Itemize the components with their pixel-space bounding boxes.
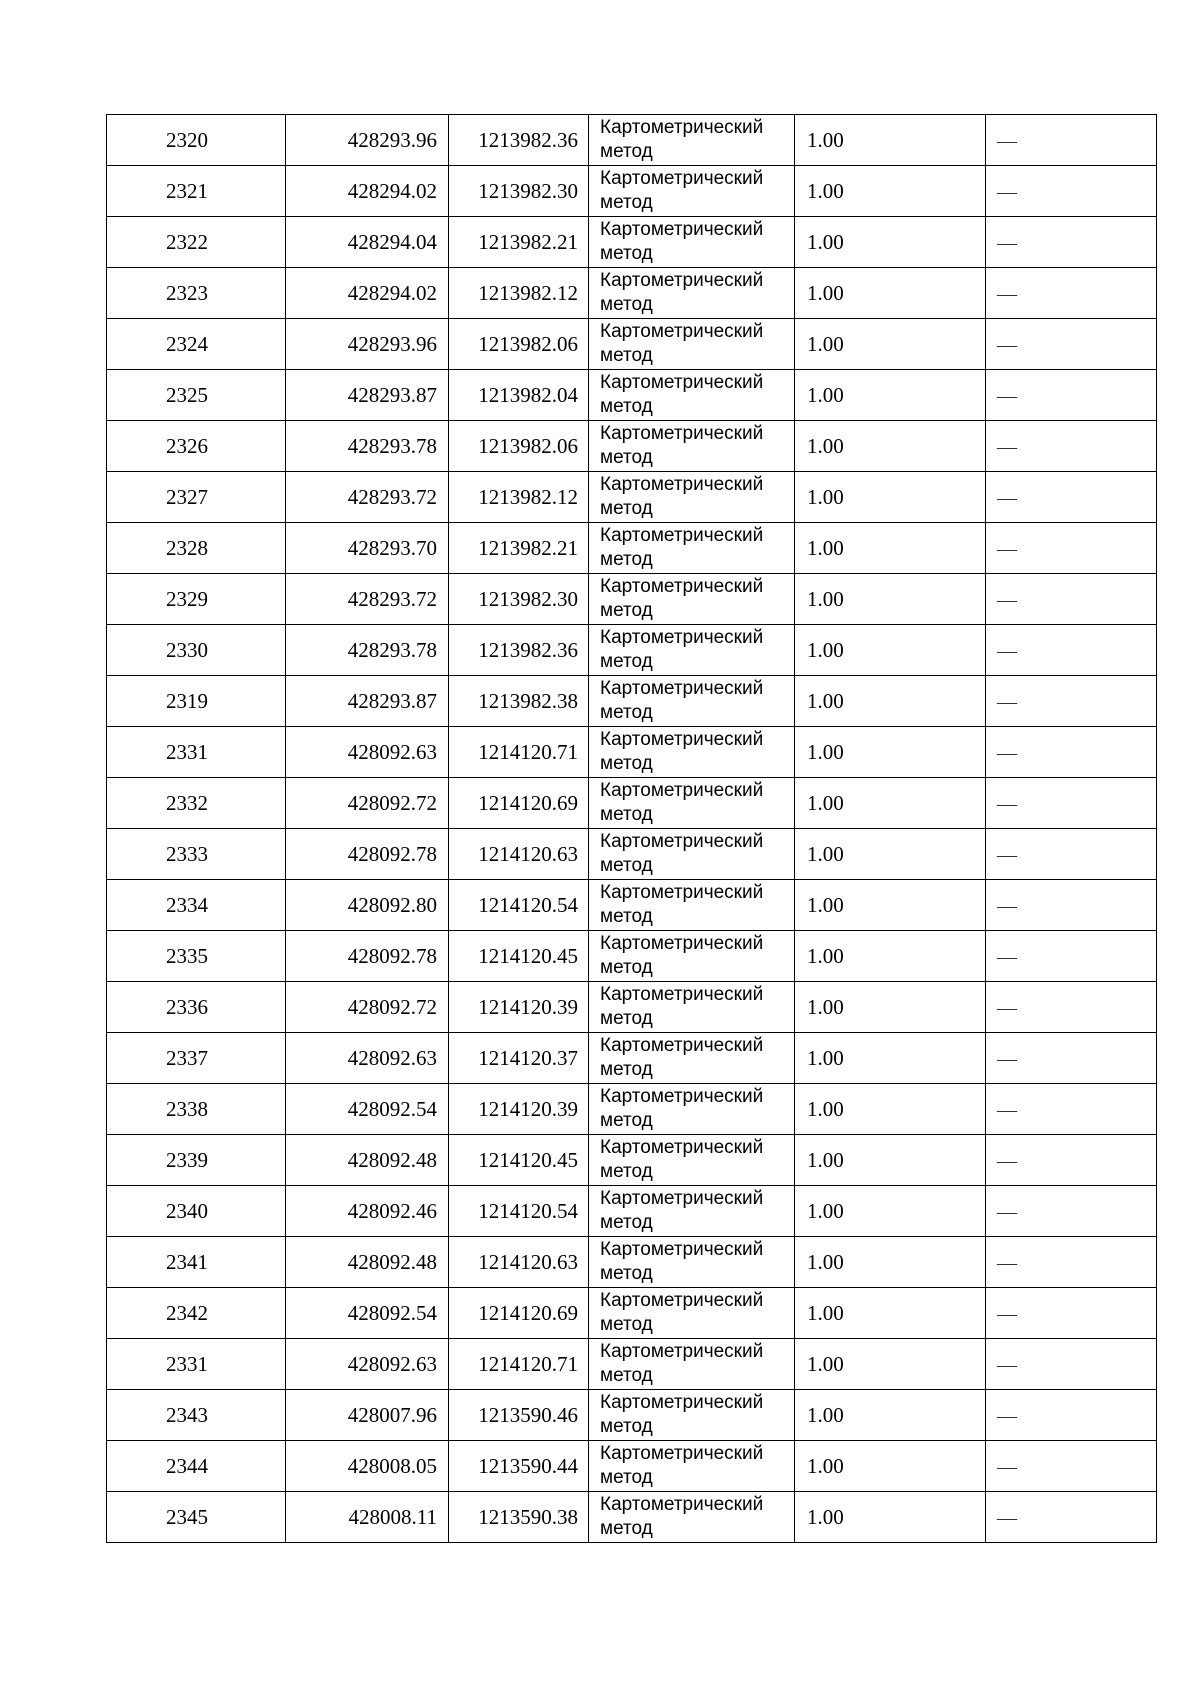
y-coordinate-cell: 1214120.71 — [449, 727, 589, 778]
x-coordinate-cell: 428092.78 — [286, 829, 449, 880]
method-line-1: Картометрический — [600, 1290, 764, 1311]
method-line-2: метод — [600, 243, 653, 264]
x-coordinate-cell: 428092.63 — [286, 1339, 449, 1390]
y-coordinate-cell: 1213982.21 — [449, 523, 589, 574]
table-row — [107, 829, 1157, 880]
table-row — [107, 1186, 1157, 1237]
point-number-cell: 2322 — [107, 217, 286, 268]
method-line-1: Картометрический — [600, 984, 764, 1005]
method-line-1: Картометрический — [600, 882, 764, 903]
method-line-1: Картометрический — [600, 1086, 764, 1107]
dash-mark: — — [997, 1455, 1017, 1478]
point-number-cell: 2335 — [107, 931, 286, 982]
dash-mark: — — [997, 282, 1017, 305]
dash-mark: — — [997, 1404, 1017, 1427]
method-line-2: метод — [600, 1263, 653, 1284]
method-cell — [589, 1492, 795, 1543]
method-cell — [589, 1237, 795, 1288]
x-coordinate-cell: 428294.04 — [286, 217, 449, 268]
dash-mark: — — [997, 996, 1017, 1019]
description-cell — [986, 1339, 1157, 1390]
method-cell — [589, 1288, 795, 1339]
method-line-1: Картометрический — [600, 1341, 764, 1362]
table-row — [107, 166, 1157, 217]
point-number-cell: 2341 — [107, 1237, 286, 1288]
point-number-cell: 2338 — [107, 1084, 286, 1135]
description-cell — [986, 268, 1157, 319]
description-cell — [986, 829, 1157, 880]
method-cell — [589, 217, 795, 268]
description-cell — [986, 421, 1157, 472]
y-coordinate-cell: 1213982.04 — [449, 370, 589, 421]
method-cell — [589, 1135, 795, 1186]
method-cell — [589, 778, 795, 829]
dash-mark: — — [997, 741, 1017, 764]
description-cell — [986, 727, 1157, 778]
description-cell — [986, 115, 1157, 166]
dash-mark: — — [997, 1506, 1017, 1529]
x-coordinate-cell: 428092.80 — [286, 880, 449, 931]
point-number-cell: 2336 — [107, 982, 286, 1033]
table-row — [107, 1135, 1157, 1186]
description-cell — [986, 319, 1157, 370]
description-cell — [986, 1033, 1157, 1084]
table-row — [107, 523, 1157, 574]
y-coordinate-cell: 1213982.12 — [449, 268, 589, 319]
method-cell — [589, 1186, 795, 1237]
accuracy-cell: 1.00 — [795, 880, 986, 931]
method-line-2: метод — [600, 600, 653, 621]
description-cell — [986, 1390, 1157, 1441]
point-number-cell: 2339 — [107, 1135, 286, 1186]
y-coordinate-cell: 1214120.63 — [449, 829, 589, 880]
method-line-1: Картометрический — [600, 270, 764, 291]
description-cell — [986, 982, 1157, 1033]
method-line-2: метод — [600, 447, 653, 468]
dash-mark: — — [997, 639, 1017, 662]
description-cell — [986, 166, 1157, 217]
x-coordinate-cell: 428008.11 — [286, 1492, 449, 1543]
y-coordinate-cell: 1214120.37 — [449, 1033, 589, 1084]
method-line-2: метод — [600, 855, 653, 876]
y-coordinate-cell: 1214120.69 — [449, 1288, 589, 1339]
y-coordinate-cell: 1214120.39 — [449, 1084, 589, 1135]
x-coordinate-cell: 428293.87 — [286, 676, 449, 727]
accuracy-cell: 1.00 — [795, 421, 986, 472]
method-line-1: Картометрический — [600, 678, 764, 699]
dash-mark: — — [997, 1302, 1017, 1325]
method-line-1: Картометрический — [600, 219, 764, 240]
accuracy-cell: 1.00 — [795, 166, 986, 217]
x-coordinate-cell: 428294.02 — [286, 268, 449, 319]
dash-mark: — — [997, 792, 1017, 815]
point-number-cell: 2342 — [107, 1288, 286, 1339]
y-coordinate-cell: 1214120.54 — [449, 1186, 589, 1237]
method-line-1: Картометрический — [600, 117, 764, 138]
method-cell — [589, 727, 795, 778]
accuracy-cell: 1.00 — [795, 625, 986, 676]
x-coordinate-cell: 428293.78 — [286, 421, 449, 472]
dash-mark: — — [997, 1047, 1017, 1070]
point-number-cell: 2328 — [107, 523, 286, 574]
description-cell — [986, 1288, 1157, 1339]
point-number-cell: 2324 — [107, 319, 286, 370]
method-line-2: метод — [600, 549, 653, 570]
dash-mark: — — [997, 1353, 1017, 1376]
accuracy-cell: 1.00 — [795, 676, 986, 727]
table-row — [107, 472, 1157, 523]
method-line-1: Картометрический — [600, 168, 764, 189]
description-cell — [986, 1237, 1157, 1288]
point-number-cell: 2332 — [107, 778, 286, 829]
y-coordinate-cell: 1214120.45 — [449, 931, 589, 982]
point-number-cell: 2333 — [107, 829, 286, 880]
table-row — [107, 727, 1157, 778]
x-coordinate-cell: 428293.70 — [286, 523, 449, 574]
y-coordinate-cell: 1214120.63 — [449, 1237, 589, 1288]
method-line-2: метод — [600, 345, 653, 366]
table-row — [107, 1237, 1157, 1288]
table-row — [107, 1390, 1157, 1441]
method-line-2: метод — [600, 1365, 653, 1386]
method-cell — [589, 574, 795, 625]
x-coordinate-cell: 428293.72 — [286, 472, 449, 523]
accuracy-cell: 1.00 — [795, 1288, 986, 1339]
point-number-cell: 2345 — [107, 1492, 286, 1543]
method-line-1: Картометрический — [600, 831, 764, 852]
accuracy-cell: 1.00 — [795, 370, 986, 421]
table-row — [107, 1033, 1157, 1084]
accuracy-cell: 1.00 — [795, 982, 986, 1033]
method-line-2: метод — [600, 1416, 653, 1437]
point-number-cell: 2326 — [107, 421, 286, 472]
method-line-1: Картометрический — [600, 1392, 764, 1413]
method-cell — [589, 1033, 795, 1084]
x-coordinate-cell: 428092.54 — [286, 1084, 449, 1135]
method-cell — [589, 370, 795, 421]
description-cell — [986, 523, 1157, 574]
y-coordinate-cell: 1213590.38 — [449, 1492, 589, 1543]
method-line-1: Картометрический — [600, 1443, 764, 1464]
accuracy-cell: 1.00 — [795, 472, 986, 523]
coordinates-table — [106, 114, 1157, 1543]
dash-mark: — — [997, 894, 1017, 917]
accuracy-cell: 1.00 — [795, 115, 986, 166]
table-row — [107, 1441, 1157, 1492]
method-line-2: метод — [600, 804, 653, 825]
dash-mark: — — [997, 690, 1017, 713]
accuracy-cell: 1.00 — [795, 1033, 986, 1084]
method-line-2: метод — [600, 396, 653, 417]
point-number-cell: 2327 — [107, 472, 286, 523]
x-coordinate-cell: 428008.05 — [286, 1441, 449, 1492]
method-line-2: метод — [600, 192, 653, 213]
method-line-1: Картометрический — [600, 1494, 764, 1515]
y-coordinate-cell: 1214120.69 — [449, 778, 589, 829]
table-row — [107, 574, 1157, 625]
table-row — [107, 982, 1157, 1033]
y-coordinate-cell: 1213590.46 — [449, 1390, 589, 1441]
x-coordinate-cell: 428092.63 — [286, 727, 449, 778]
accuracy-cell: 1.00 — [795, 778, 986, 829]
table-row — [107, 217, 1157, 268]
table-row — [107, 676, 1157, 727]
y-coordinate-cell: 1213982.12 — [449, 472, 589, 523]
dash-mark: — — [997, 333, 1017, 356]
accuracy-cell: 1.00 — [795, 217, 986, 268]
dash-mark: — — [997, 180, 1017, 203]
method-line-1: Картометрический — [600, 321, 764, 342]
method-line-2: метод — [600, 702, 653, 723]
point-number-cell: 2334 — [107, 880, 286, 931]
table-row — [107, 1288, 1157, 1339]
method-cell — [589, 982, 795, 1033]
x-coordinate-cell: 428293.72 — [286, 574, 449, 625]
method-cell — [589, 931, 795, 982]
coordinates-table-body — [107, 115, 1157, 1543]
description-cell — [986, 1084, 1157, 1135]
table-row — [107, 625, 1157, 676]
table-row — [107, 1084, 1157, 1135]
method-cell — [589, 115, 795, 166]
x-coordinate-cell: 428092.78 — [286, 931, 449, 982]
point-number-cell: 2343 — [107, 1390, 286, 1441]
accuracy-cell: 1.00 — [795, 1186, 986, 1237]
dash-mark: — — [997, 384, 1017, 407]
method-line-2: метод — [600, 957, 653, 978]
x-coordinate-cell: 428293.87 — [286, 370, 449, 421]
method-line-1: Картометрический — [600, 576, 764, 597]
description-cell — [986, 574, 1157, 625]
accuracy-cell: 1.00 — [795, 1339, 986, 1390]
point-number-cell: 2330 — [107, 625, 286, 676]
y-coordinate-cell: 1213982.06 — [449, 421, 589, 472]
description-cell — [986, 778, 1157, 829]
table-row — [107, 880, 1157, 931]
method-cell — [589, 1084, 795, 1135]
dash-mark: — — [997, 1149, 1017, 1172]
method-line-2: метод — [600, 651, 653, 672]
description-cell — [986, 1135, 1157, 1186]
y-coordinate-cell: 1214120.45 — [449, 1135, 589, 1186]
method-line-2: метод — [600, 906, 653, 927]
method-line-1: Картометрический — [600, 372, 764, 393]
method-line-2: метод — [600, 1161, 653, 1182]
y-coordinate-cell: 1213982.36 — [449, 115, 589, 166]
table-row — [107, 370, 1157, 421]
method-cell — [589, 1339, 795, 1390]
point-number-cell: 2331 — [107, 1339, 286, 1390]
method-cell — [589, 829, 795, 880]
method-line-1: Картометрический — [600, 780, 764, 801]
description-cell — [986, 931, 1157, 982]
dash-mark: — — [997, 588, 1017, 611]
x-coordinate-cell: 428293.96 — [286, 115, 449, 166]
x-coordinate-cell: 428092.72 — [286, 982, 449, 1033]
description-cell — [986, 1492, 1157, 1543]
accuracy-cell: 1.00 — [795, 268, 986, 319]
description-cell — [986, 370, 1157, 421]
description-cell — [986, 472, 1157, 523]
method-cell — [589, 268, 795, 319]
accuracy-cell: 1.00 — [795, 1084, 986, 1135]
method-cell — [589, 880, 795, 931]
method-line-1: Картометрический — [600, 1035, 764, 1056]
method-line-2: метод — [600, 1212, 653, 1233]
point-number-cell: 2340 — [107, 1186, 286, 1237]
method-cell — [589, 1441, 795, 1492]
x-coordinate-cell: 428294.02 — [286, 166, 449, 217]
x-coordinate-cell: 428092.54 — [286, 1288, 449, 1339]
y-coordinate-cell: 1214120.39 — [449, 982, 589, 1033]
method-cell — [589, 166, 795, 217]
table-row — [107, 421, 1157, 472]
dash-mark: — — [997, 945, 1017, 968]
x-coordinate-cell: 428092.72 — [286, 778, 449, 829]
y-coordinate-cell: 1213982.21 — [449, 217, 589, 268]
method-line-2: метод — [600, 1059, 653, 1080]
point-number-cell: 2319 — [107, 676, 286, 727]
x-coordinate-cell: 428293.78 — [286, 625, 449, 676]
method-line-2: метод — [600, 141, 653, 162]
y-coordinate-cell: 1213982.06 — [449, 319, 589, 370]
method-line-2: метод — [600, 753, 653, 774]
table-row — [107, 319, 1157, 370]
method-cell — [589, 472, 795, 523]
point-number-cell: 2344 — [107, 1441, 286, 1492]
table-row — [107, 115, 1157, 166]
method-line-2: метод — [600, 294, 653, 315]
method-line-2: метод — [600, 1008, 653, 1029]
y-coordinate-cell: 1213982.36 — [449, 625, 589, 676]
y-coordinate-cell: 1214120.71 — [449, 1339, 589, 1390]
method-line-1: Картометрический — [600, 423, 764, 444]
dash-mark: — — [997, 1098, 1017, 1121]
table-row — [107, 1339, 1157, 1390]
method-line-1: Картометрический — [600, 1137, 764, 1158]
table-row — [107, 931, 1157, 982]
point-number-cell: 2329 — [107, 574, 286, 625]
description-cell — [986, 1441, 1157, 1492]
dash-mark: — — [997, 129, 1017, 152]
method-cell — [589, 523, 795, 574]
point-number-cell: 2331 — [107, 727, 286, 778]
x-coordinate-cell: 428092.46 — [286, 1186, 449, 1237]
point-number-cell: 2323 — [107, 268, 286, 319]
accuracy-cell: 1.00 — [795, 1441, 986, 1492]
method-line-1: Картометрический — [600, 1239, 764, 1260]
method-line-1: Картометрический — [600, 729, 764, 750]
table-row — [107, 1492, 1157, 1543]
dash-mark: — — [997, 231, 1017, 254]
method-cell — [589, 625, 795, 676]
accuracy-cell: 1.00 — [795, 574, 986, 625]
accuracy-cell: 1.00 — [795, 829, 986, 880]
accuracy-cell: 1.00 — [795, 523, 986, 574]
y-coordinate-cell: 1213982.30 — [449, 166, 589, 217]
dash-mark: — — [997, 537, 1017, 560]
method-cell — [589, 1390, 795, 1441]
accuracy-cell: 1.00 — [795, 1390, 986, 1441]
method-line-2: метод — [600, 1110, 653, 1131]
dash-mark: — — [997, 1251, 1017, 1274]
y-coordinate-cell: 1213590.44 — [449, 1441, 589, 1492]
accuracy-cell: 1.00 — [795, 1135, 986, 1186]
accuracy-cell: 1.00 — [795, 931, 986, 982]
accuracy-cell: 1.00 — [795, 1237, 986, 1288]
method-line-1: Картометрический — [600, 627, 764, 648]
accuracy-cell: 1.00 — [795, 1492, 986, 1543]
point-number-cell: 2337 — [107, 1033, 286, 1084]
x-coordinate-cell: 428007.96 — [286, 1390, 449, 1441]
method-line-1: Картометрический — [600, 474, 764, 495]
dash-mark: — — [997, 435, 1017, 458]
description-cell — [986, 1186, 1157, 1237]
method-line-1: Картометрический — [600, 933, 764, 954]
method-cell — [589, 421, 795, 472]
dash-mark: — — [997, 1200, 1017, 1223]
x-coordinate-cell: 428293.96 — [286, 319, 449, 370]
x-coordinate-cell: 428092.48 — [286, 1135, 449, 1186]
point-number-cell: 2320 — [107, 115, 286, 166]
description-cell — [986, 217, 1157, 268]
method-line-2: метод — [600, 1467, 653, 1488]
method-cell — [589, 676, 795, 727]
method-line-1: Картометрический — [600, 525, 764, 546]
table-row — [107, 268, 1157, 319]
accuracy-cell: 1.00 — [795, 319, 986, 370]
dash-mark: — — [997, 843, 1017, 866]
method-cell — [589, 319, 795, 370]
description-cell — [986, 625, 1157, 676]
method-line-2: метод — [600, 498, 653, 519]
point-number-cell: 2321 — [107, 166, 286, 217]
y-coordinate-cell: 1214120.54 — [449, 880, 589, 931]
dash-mark: — — [997, 486, 1017, 509]
x-coordinate-cell: 428092.63 — [286, 1033, 449, 1084]
accuracy-cell: 1.00 — [795, 727, 986, 778]
method-line-2: метод — [600, 1518, 653, 1539]
y-coordinate-cell: 1213982.38 — [449, 676, 589, 727]
description-cell — [986, 676, 1157, 727]
method-line-2: метод — [600, 1314, 653, 1335]
description-cell — [986, 880, 1157, 931]
method-line-1: Картометрический — [600, 1188, 764, 1209]
x-coordinate-cell: 428092.48 — [286, 1237, 449, 1288]
point-number-cell: 2325 — [107, 370, 286, 421]
y-coordinate-cell: 1213982.30 — [449, 574, 589, 625]
table-row — [107, 778, 1157, 829]
